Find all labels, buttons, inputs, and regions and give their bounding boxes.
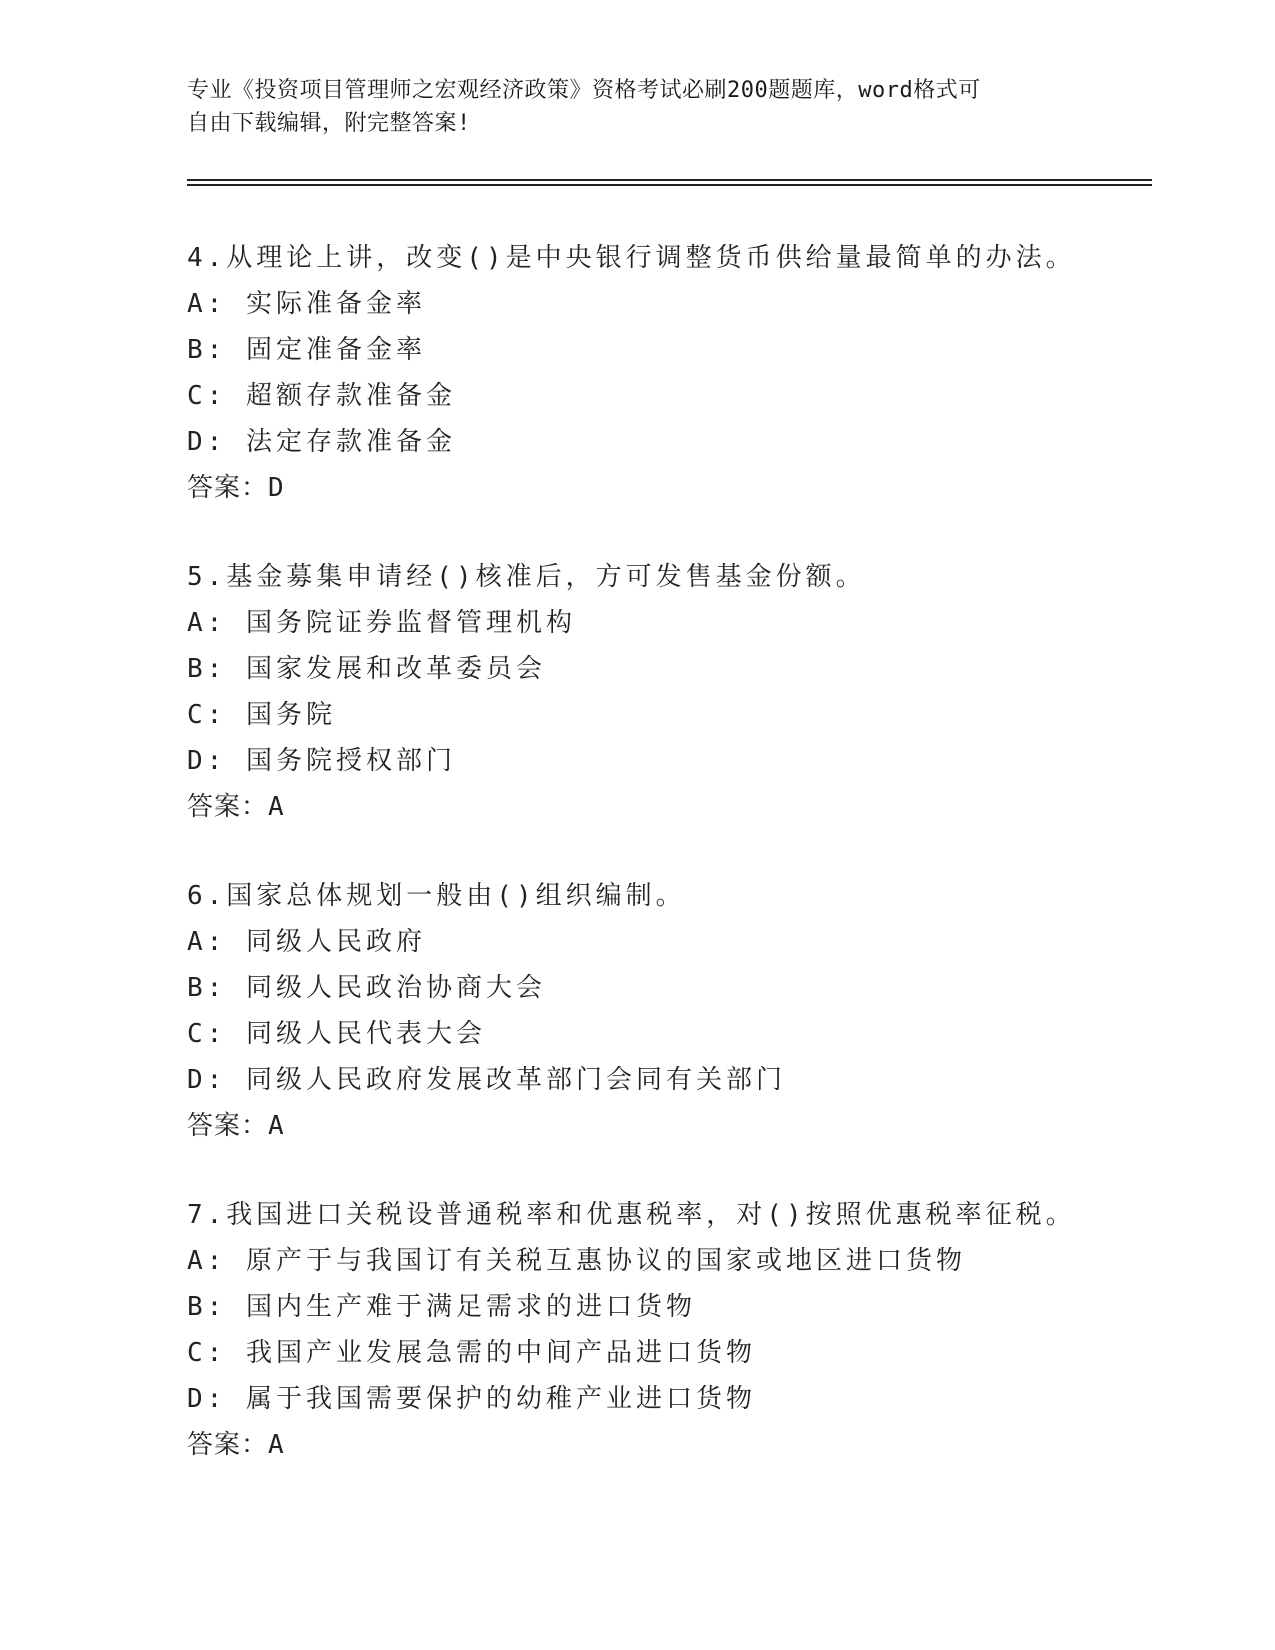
option-c: C: 超额存款准备金: [187, 381, 456, 411]
option-c: C: 国务院: [187, 700, 336, 730]
answer: [187, 784, 1147, 830]
header-line-1: 专业《投资项目管理师之宏观经济政策》资格考试必刷200题题库，word格式可: [187, 78, 981, 103]
option-b: B: 国内生产难于满足需求的进口货物: [187, 1292, 696, 1322]
option-c: C: 同级人民代表大会: [187, 1019, 486, 1049]
option-a: A: 同级人民政府: [187, 927, 426, 957]
option-d: D: 国务院授权部门: [187, 746, 456, 776]
option-d: D: 法定存款准备金: [187, 427, 456, 457]
question-7: [187, 1192, 1147, 1468]
header-line-2: 自由下载编辑，附完整答案!: [187, 111, 471, 136]
option-b: B: 国家发展和改革委员会: [187, 654, 546, 684]
option-d: D: 同级人民政府发展改革部门会同有关部门: [187, 1065, 786, 1095]
question-stem: 7.我国进口关税设普通税率和优惠税率，对()按照优惠税率征税。: [187, 1200, 1076, 1230]
question-5: [187, 554, 1147, 830]
answer: [187, 1103, 1147, 1149]
answer-value: A: [268, 1430, 284, 1460]
option-d: D: 属于我国需要保护的幼稚产业进口货物: [187, 1384, 756, 1414]
answer-label: 答案：: [187, 1430, 269, 1460]
option-a: A: 实际准备金率: [187, 289, 426, 319]
header-divider-bottom: [187, 184, 1152, 186]
question-stem: 6.国家总体规划一般由()组织编制。: [187, 881, 686, 911]
answer-label: 答案：: [187, 792, 269, 822]
question-stem: 4.从理论上讲，改变()是中央银行调整货币供给量最简单的办法。: [187, 243, 1076, 273]
answer-value: D: [268, 473, 284, 503]
answer-value: A: [268, 792, 284, 822]
question-6: [187, 873, 1147, 1149]
answer: [187, 1422, 1147, 1468]
document-header: [187, 74, 1087, 140]
header-divider-top: [187, 179, 1152, 181]
answer: [187, 465, 1147, 511]
answer-label: 答案：: [187, 473, 269, 503]
option-a: A: 原产于与我国订有关税互惠协议的国家或地区进口货物: [187, 1246, 966, 1276]
answer-value: A: [268, 1111, 284, 1141]
question-stem: 5.基金募集申请经()核准后，方可发售基金份额。: [187, 562, 866, 592]
question-4: [187, 235, 1147, 511]
option-a: A: 国务院证券监督管理机构: [187, 608, 576, 638]
answer-label: 答案：: [187, 1111, 269, 1141]
option-b: B: 固定准备金率: [187, 335, 426, 365]
option-b: B: 同级人民政治协商大会: [187, 973, 546, 1003]
option-c: C: 我国产业发展急需的中间产品进口货物: [187, 1338, 756, 1368]
